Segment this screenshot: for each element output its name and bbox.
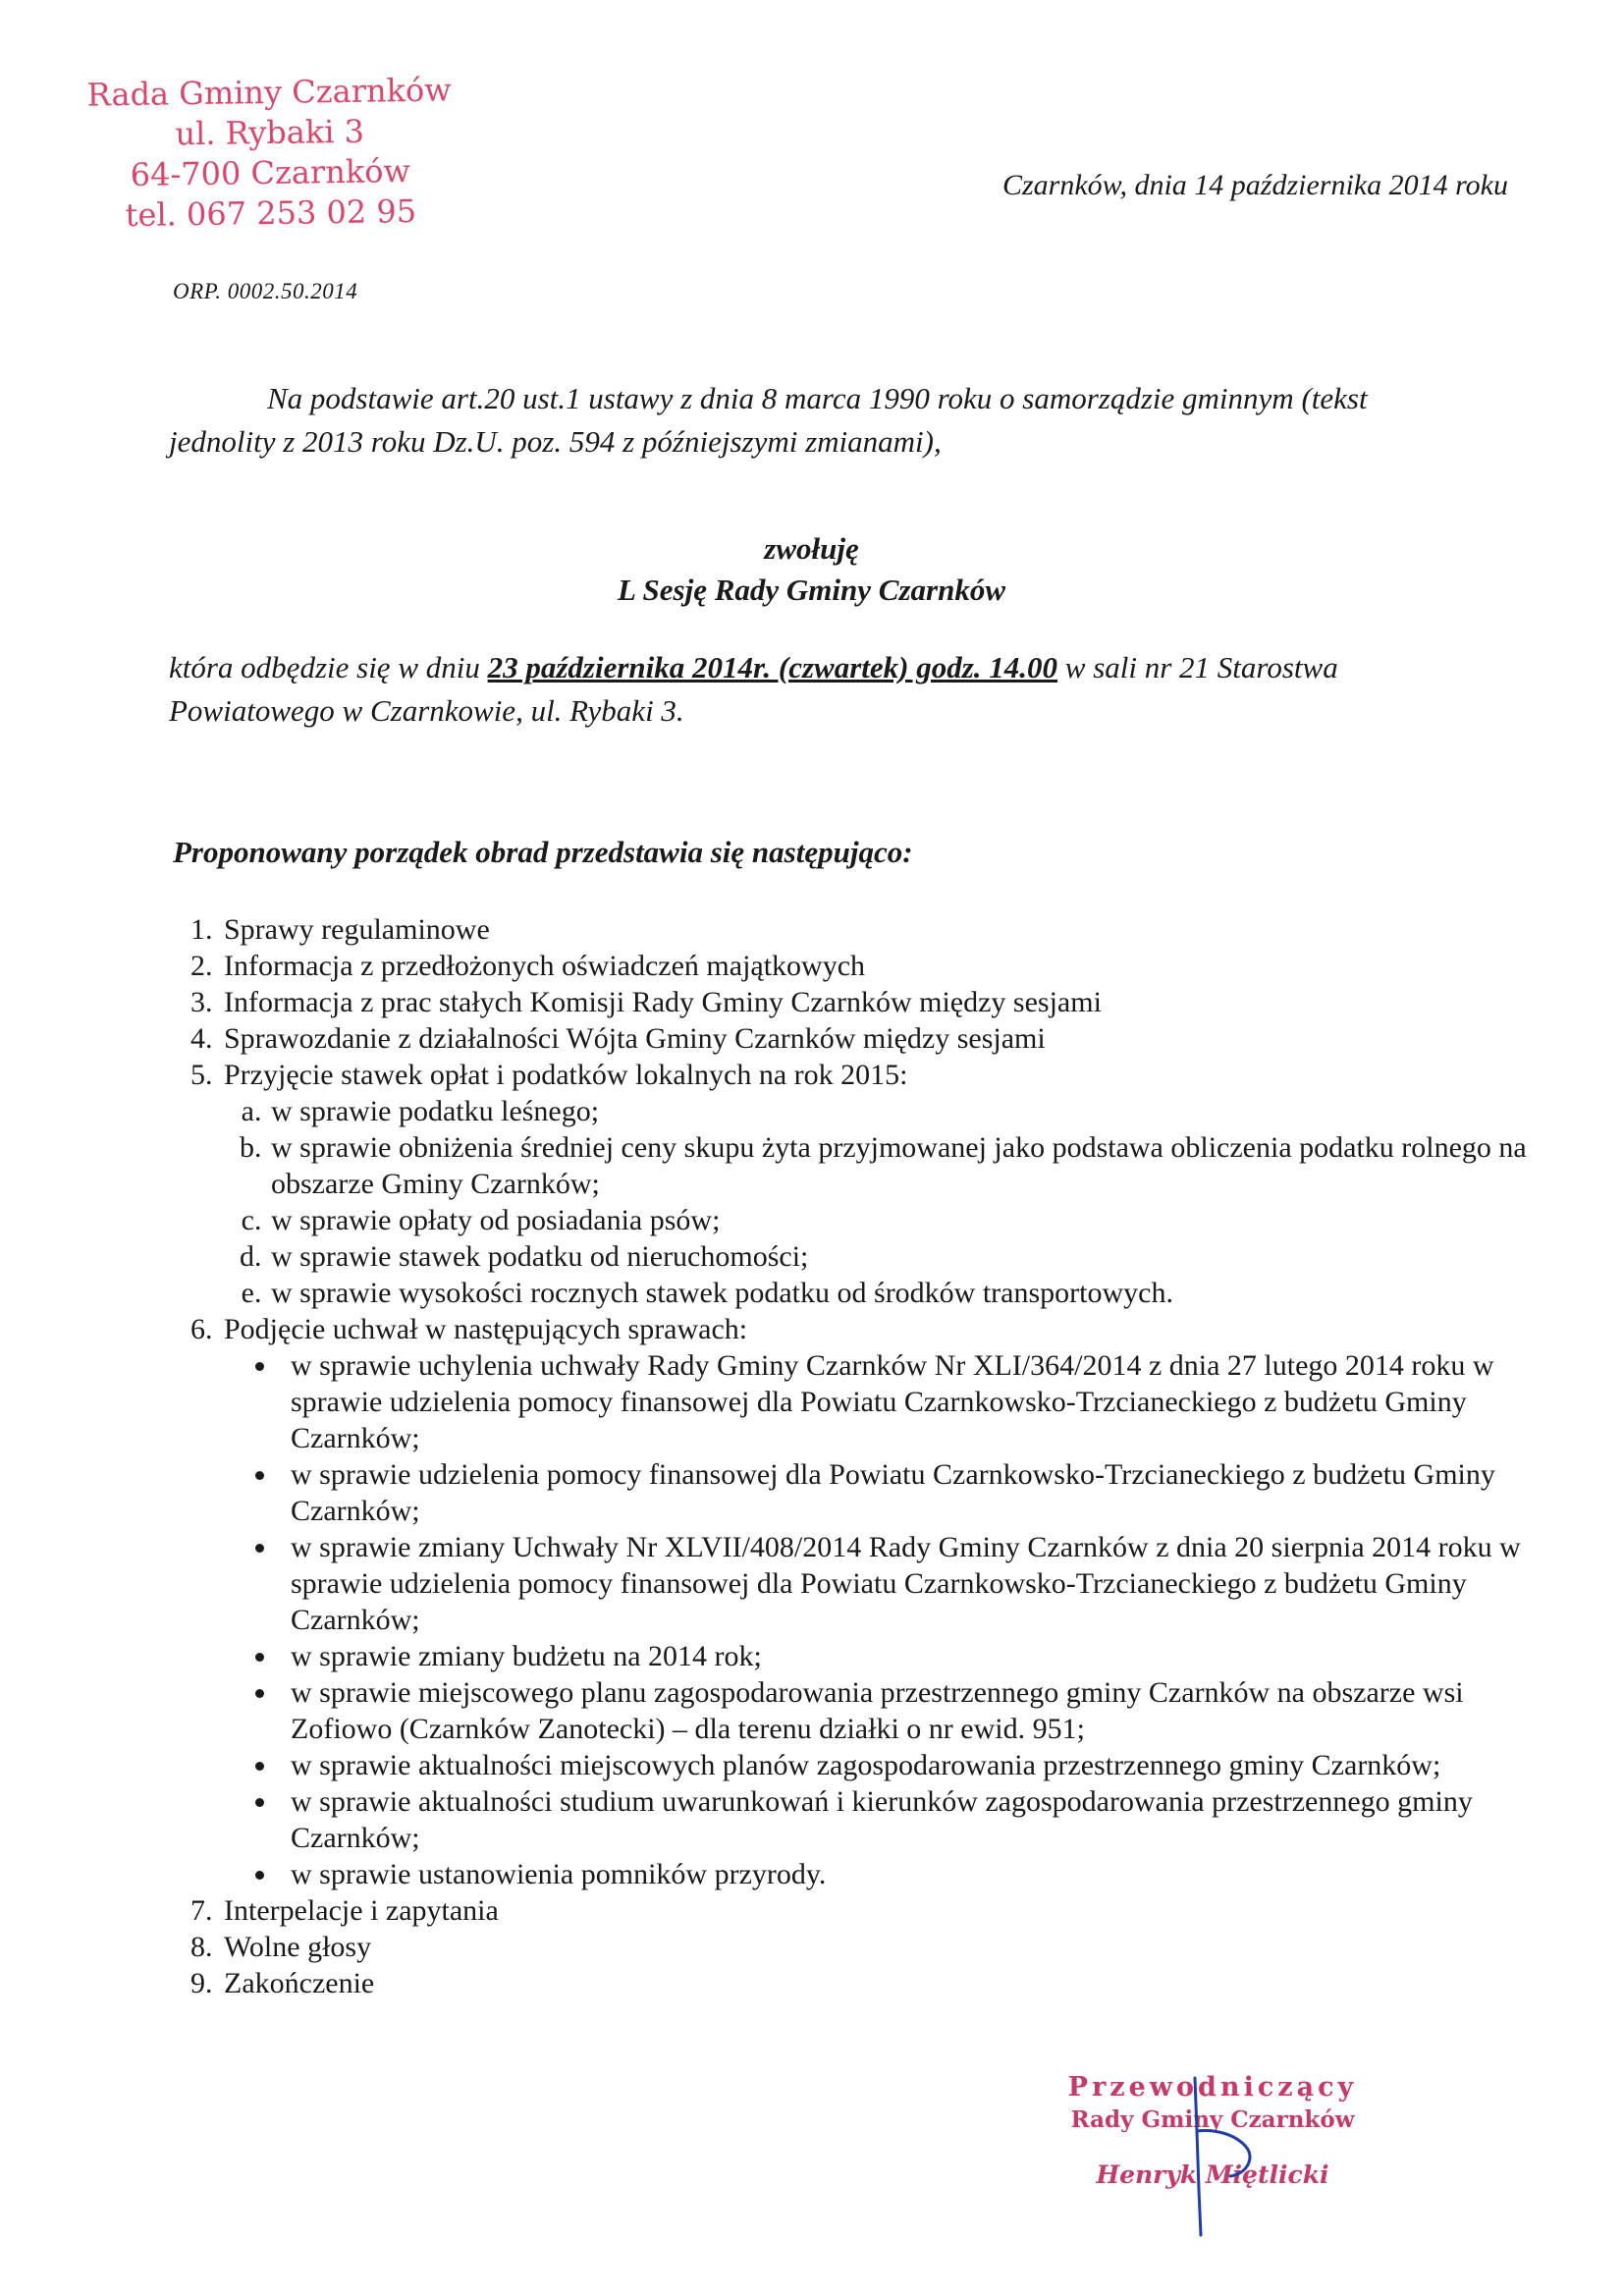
resolution-item: • w sprawie zmiany Uchwały Nr XLVII/408/2014 Rady Gminy Czarnków z dnia 20 sierpnia 2014 roku w sprawie udzielenia pomocy finansowej dla Powiatu Czarnkowsko-Trzcianeckiego z budżetu Gminy Czarnków; bbox=[279, 1529, 1528, 1638]
agenda-subitem: d. w sprawie stawek podatku od nieruchomości; bbox=[269, 1238, 1528, 1275]
agenda-item-text: Informacja z prac stałych Komisji Rady Gminy Czarnków między sesjami bbox=[224, 986, 1102, 1018]
stamp-line-postcode: 64-700 Czarnków bbox=[130, 152, 411, 193]
session-date-time: 23 października 2014r. (czwartek) godz. 14.00 bbox=[487, 650, 1058, 684]
agenda-item bbox=[220, 1311, 1528, 1892]
agenda-subitem: c. w sprawie opłaty od posiadania psów; bbox=[269, 1202, 1528, 1238]
agenda-item bbox=[220, 1057, 1528, 1311]
agenda-heading: Proponowany porządek obrad przedstawia się następująco: bbox=[173, 835, 913, 869]
agenda-item-text: Sprawy regulaminowe bbox=[224, 913, 490, 946]
reference-number: ORP. 0002.50.2014 bbox=[173, 279, 358, 303]
resolution-item: • w sprawie aktualności studium uwarunkowań i kierunków zagospodarowania przestrzennego gminy Czarnków; bbox=[279, 1783, 1528, 1856]
resolution-item: • w sprawie miejscowego planu zagospodarowania przestrzennego gminy Czarnków na obszarze wsi Zofiowo (Czarnków Zanotecki) – dla terenu działki o nr ewid. 951; bbox=[279, 1674, 1528, 1747]
agenda-item bbox=[220, 984, 1528, 1020]
convening-heading bbox=[0, 528, 1623, 611]
stamp-line-council: Rada Gminy Czarnków bbox=[86, 71, 452, 114]
council-address-stamp bbox=[82, 70, 458, 236]
agenda-item bbox=[220, 1020, 1528, 1057]
chairman-organization: Rady Gminy Czarnków bbox=[1070, 2106, 1355, 2133]
session-details bbox=[169, 646, 1465, 733]
agenda bbox=[173, 911, 1528, 2001]
agenda-item bbox=[220, 948, 1528, 984]
agenda-subitem: b. w sprawie obniżenia średniej ceny skupu żyta przyjmowanej jako podstawa obliczenia podatku rolnego na obszarze Gminy Czarnków; bbox=[269, 1129, 1528, 1202]
agenda-list bbox=[173, 911, 1528, 2001]
chairman-name: Henryk Miętlicki bbox=[1096, 2160, 1329, 2189]
place-and-date: Czarnków, dnia 14 października 2014 roku bbox=[1002, 169, 1508, 201]
resolutions-sublist bbox=[224, 1347, 1528, 1892]
agenda-subitem: a. w sprawie podatku leśnego; bbox=[269, 1093, 1528, 1129]
tax-rates-sublist bbox=[224, 1093, 1528, 1311]
resolution-item: • w sprawie uchylenia uchwały Rady Gminy Czarnków Nr XLI/364/2014 z dnia 27 lutego 2014 roku w sprawie udzielenia pomocy finansowej dla Powiatu Czarnkowsko-Trzcianeckiego z budżetu Gminy Czarnków; bbox=[279, 1347, 1528, 1456]
agenda-item-text: Podjęcie uchwał w następujących sprawach: bbox=[224, 1313, 748, 1345]
stamp-line-street: ul. Rybaki 3 bbox=[175, 112, 365, 153]
agenda-item-text: Sprawozdanie z działalności Wójta Gminy Czarnków między sesjami bbox=[224, 1022, 1046, 1055]
agenda-item bbox=[220, 1965, 1528, 2001]
convening-verb: zwołuję bbox=[764, 531, 859, 566]
resolution-item: • w sprawie zmiany budżetu na 2014 rok; bbox=[279, 1638, 1528, 1674]
session-location: w sali nr 21 Starostwa Powiatowego w Czarnkowie, ul. Rybaki 3. bbox=[169, 650, 1338, 728]
session-prefix: która odbędzie się w dniu bbox=[169, 650, 488, 684]
resolution-item: • w sprawie udzielenia pomocy finansowej dla Powiatu Czarnkowsko-Trzcianeckiego z budżetu Gminy Czarnków; bbox=[279, 1456, 1528, 1529]
agenda-subitem: e. w sprawie wysokości rocznych stawek podatku od środków transportowych. bbox=[269, 1275, 1528, 1311]
agenda-item-text: Zakończenie bbox=[224, 1967, 375, 1999]
agenda-item bbox=[220, 911, 1528, 948]
chairman-title: Przewodniczący bbox=[1067, 2072, 1358, 2103]
agenda-item bbox=[220, 1929, 1528, 1965]
agenda-item-text: Wolne głosy bbox=[224, 1931, 372, 1963]
resolution-item: • w sprawie aktualności miejscowych planów zagospodarowania przestrzennego gminy Czarnków; bbox=[279, 1747, 1528, 1783]
stamp-line-phone: tel. 067 253 02 95 bbox=[125, 191, 417, 235]
session-title: L Sesję Rady Gminy Czarnków bbox=[618, 573, 1005, 607]
agenda-item-text: Przyjęcie stawek opłat i podatków lokalnych na rok 2015: bbox=[224, 1059, 908, 1091]
agenda-item bbox=[220, 1892, 1528, 1929]
resolution-item: • w sprawie ustanowienia pomników przyrody. bbox=[279, 1856, 1528, 1892]
handwritten-signature bbox=[1173, 2072, 1291, 2239]
legal-basis-paragraph: Na podstawie art.20 ust.1 ustawy z dnia 8 marca 1990 roku o samorządzie gminnym (tekst jednolity z 2013 roku Dz.U. poz. 594 z późniejszymi zmianami), bbox=[169, 381, 1368, 459]
agenda-item-text: Informacja z przedłożonych oświadczeń majątkowych bbox=[224, 950, 866, 982]
agenda-item-text: Interpelacje i zapytania bbox=[224, 1894, 499, 1927]
